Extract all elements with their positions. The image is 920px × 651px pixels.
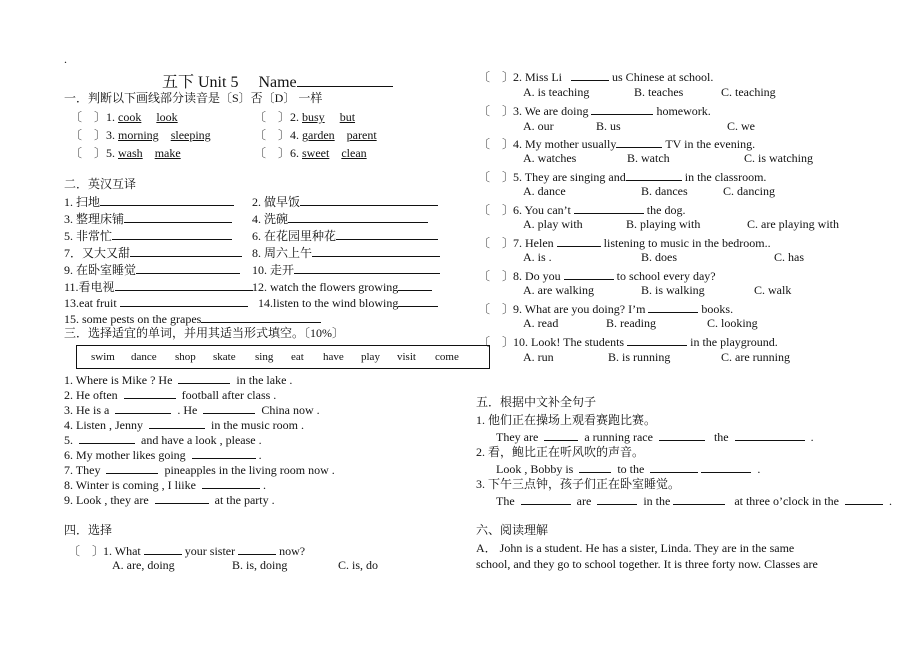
answer-paren[interactable]: 〔 〕 [478,335,515,349]
fill-question: 3. He is a . He China now . [64,403,320,417]
choice-option[interactable]: A. read [523,316,559,330]
answer-blank[interactable] [571,69,609,81]
answer-blank[interactable] [336,228,438,240]
sentence-en: They are a running race the . [496,430,814,444]
fill-question: 7. They pineapples in the living room now . [64,463,335,477]
answer-blank[interactable] [650,461,698,473]
section6-heading: 六、阅读理解 [476,523,549,537]
answer-blank[interactable] [673,493,725,505]
answer-blank[interactable] [144,543,182,555]
word-bank-item: dance [131,351,157,363]
answer-blank[interactable] [202,477,260,489]
answer-blank[interactable] [616,136,662,148]
choice-option[interactable]: B. is running [608,350,671,364]
translate-item: 1. 扫地 [64,194,234,210]
choice-option[interactable]: A. watches [523,151,577,165]
answer-blank[interactable] [130,245,242,257]
sec1-item: 〔 〕6. sweet clean [254,146,367,160]
answer-blank[interactable] [115,402,171,414]
choice-option[interactable]: C. is watching [744,151,813,165]
fill-question: 6. My mother likes going . [64,448,262,462]
translate-item: 14.listen to the wind blowing [258,295,438,311]
answer-paren[interactable]: 〔 〕 [478,170,515,184]
section3-heading: 三．选择适宜的单词，并用其适当形式填空。〔10%〕 [64,326,344,340]
answer-blank[interactable] [112,228,232,240]
choice-option[interactable]: C. teaching [721,85,776,99]
translate-item: 7．又大又甜 [64,245,242,261]
choice-option[interactable]: B. watch [627,151,670,165]
answer-blank[interactable] [115,279,253,291]
answer-blank[interactable] [300,194,438,206]
answer-blank[interactable] [659,429,705,441]
answer-blank[interactable] [557,235,601,247]
fill-question: 2. He often football after class . [64,388,277,402]
answer-paren[interactable]: 〔 〕 [478,236,515,250]
translate-item: 10. 走开 [252,262,440,278]
sentence-en: The are in the at three o’clock in the . [496,494,892,508]
answer-paren[interactable]: 〔 〕 [478,137,515,151]
section4-heading: 四．选择 [64,523,113,537]
sentence-cn: 3. 下午三点钟，孩子们正在卧室睡觉。 [476,477,681,491]
choice-option[interactable]: B. playing with [626,217,701,231]
name-field[interactable] [297,72,393,87]
name-label: Name [258,74,297,91]
choice-question: 〔 〕 5. They are singing and in the classroom. [478,170,767,184]
translate-item: 6. 在花园里种花 [252,228,438,244]
word-bank-item: swim [91,351,115,363]
word-bank-item: have [323,351,344,363]
choice-option[interactable]: A. are, doing [112,558,175,572]
answer-blank[interactable] [574,202,644,214]
choice-option[interactable]: C. walk [754,283,792,297]
reading-passage-line: school, and they go to school together. It is three forty now. Classes are [476,557,818,571]
choice-option[interactable]: B. us [596,119,621,133]
fill-question: 1. Where is Mike ? He in the lake . [64,373,293,387]
reading-passage-line: A． John is a student. He has a sister, Linda. They are in the same [476,541,795,555]
answer-blank[interactable] [155,492,209,504]
translate-item: 11.看电视 [64,279,253,295]
fill-question: 4. Listen , Jenny in the music room . [64,418,304,432]
choice-option[interactable]: A. our [523,119,554,133]
choice-option[interactable]: B. reading [606,316,656,330]
choice-option[interactable]: C. is, do [338,558,379,572]
answer-blank[interactable] [149,417,205,429]
word-bank-item: sing [255,351,274,363]
answer-paren[interactable]: 〔 〕 [478,203,515,217]
answer-blank[interactable] [544,429,578,441]
choice-option[interactable]: A. is . [523,250,552,264]
choice-option[interactable]: A. are walking [523,283,594,297]
answer-blank[interactable] [120,295,248,307]
choice-option[interactable]: B. is, doing [232,558,288,572]
answer-blank[interactable] [701,461,751,473]
translate-item: 9. 在卧室睡觉 [64,262,240,278]
answer-blank[interactable] [521,493,571,505]
section5-heading: 五．根据中文补全句子 [476,395,597,409]
choice-option[interactable]: A. play with [523,217,583,231]
answer-blank[interactable] [564,268,614,280]
choice-option[interactable]: B. teaches [634,85,684,99]
answer-paren[interactable]: 〔 〕 [478,70,515,84]
translate-item: 2. 做早饭 [252,194,438,210]
word-bank [76,345,490,369]
choice-question: 〔 〕 10. Look! The students in the playground. [478,335,778,349]
word-bank-item: visit [397,351,416,363]
choice-option[interactable]: C. we [727,119,755,133]
word-bank-item: come [435,351,459,363]
sentence-cn: 1. 他们正在操场上观看赛跑比赛。 [476,413,657,427]
title-text: 五下 Unit 5 [162,74,239,91]
choice-question: 〔 〕 8. Do you to school every day? [478,269,716,283]
answer-blank[interactable] [627,334,687,346]
answer-blank[interactable] [106,462,158,474]
choice-question: 〔 〕 2. Miss Li us Chinese at school. [478,70,714,84]
answer-blank[interactable] [124,387,176,399]
answer-blank[interactable] [597,493,637,505]
sec1-item: 〔 〕3. morning sleeping [70,128,211,142]
answer-blank[interactable] [100,194,234,206]
section1-heading: 一．判断以下画线部分读音是〔S〕否〔D〕 一样 [64,91,323,105]
answer-paren[interactable]: 〔 〕 [478,104,515,118]
choice-question: 〔 〕 7. Helen listening to music in the bedroom.. [478,236,771,250]
sec1-item: 〔 〕2. busy but [254,110,356,124]
answer-blank[interactable] [312,245,440,257]
translate-item: 13.eat fruit [64,295,248,311]
answer-blank[interactable] [579,461,611,473]
choice-question: 〔 〕 6. You can’t the dog. [478,203,686,217]
answer-blank[interactable] [288,211,428,223]
answer-blank[interactable] [845,493,883,505]
fill-question: 8. Winter is coming , I liike . [64,478,266,492]
answer-blank[interactable] [398,295,438,307]
translate-item: 4. 洗碗 [252,211,428,227]
choice-question: 〔 〕 4. My mother usually TV in the evening. [478,137,756,151]
sentence-cn: 2. 看，鲍比正在听风吹的声音。 [476,445,645,459]
fill-question: 5. and have a look , please . [64,433,262,447]
choice-option[interactable]: C. looking [707,316,758,330]
answer-paren[interactable]: 〔 〕 [478,302,515,316]
choice-option[interactable]: C. has [774,250,804,264]
choice-question: 〔 〕 1. What your sister now? [68,544,306,558]
answer-blank[interactable] [735,429,805,441]
answer-paren[interactable]: 〔 〕 [478,269,515,283]
choice-option[interactable]: C. dancing [723,184,775,198]
word-bank-item: skate [213,351,236,363]
translate-item: 15. some pests on the grapes [64,311,321,327]
page-title [162,72,393,92]
answer-blank[interactable] [178,372,230,384]
word-bank-item: eat [291,351,304,363]
answer-blank[interactable] [203,402,255,414]
answer-blank[interactable] [294,262,440,274]
answer-paren[interactable]: 〔 〕 [68,544,105,558]
translate-item: 5. 非常忙 [64,228,232,244]
choice-option[interactable]: A. dance [523,184,566,198]
choice-option[interactable]: B. dances [641,184,688,198]
choice-question: 〔 〕 3. We are doing homework. [478,104,711,118]
section2-heading: 二．英汉互译 [64,177,137,191]
choice-option[interactable]: B. does [641,250,677,264]
answer-blank[interactable] [591,103,653,115]
translate-item: 8. 周六上午 [252,245,440,261]
word-bank-item: shop [175,351,196,363]
answer-blank[interactable] [648,301,698,313]
answer-blank[interactable] [398,279,432,291]
translate-item: 3. 整理床铺 [64,211,232,227]
answer-blank[interactable] [192,447,256,459]
answer-blank[interactable] [201,311,321,323]
choice-option[interactable]: C. are playing with [747,217,839,231]
sentence-en: Look , Bobby is to the . [496,462,761,476]
translate-item: 12. watch the flowers growing [252,279,432,295]
answer-blank[interactable] [238,543,276,555]
answer-blank[interactable] [79,432,135,444]
word-bank-item: play [361,351,380,363]
stray-dot: . [64,52,67,66]
sec1-item: 〔 〕5. wash make [70,146,181,160]
choice-question: 〔 〕 9. What are you doing? I’m books. [478,302,734,316]
choice-option[interactable]: C. are running [721,350,790,364]
choice-option[interactable]: A. is teaching [523,85,590,99]
sec1-item: 〔 〕1. cook look [70,110,178,124]
answer-blank[interactable] [136,262,240,274]
fill-question: 9. Look , they are at the party . [64,493,275,507]
choice-option[interactable]: B. is walking [641,283,705,297]
answer-blank[interactable] [124,211,232,223]
sec1-item: 〔 〕4. garden parent [254,128,377,142]
choice-option[interactable]: A. run [523,350,554,364]
answer-blank[interactable] [626,169,682,181]
